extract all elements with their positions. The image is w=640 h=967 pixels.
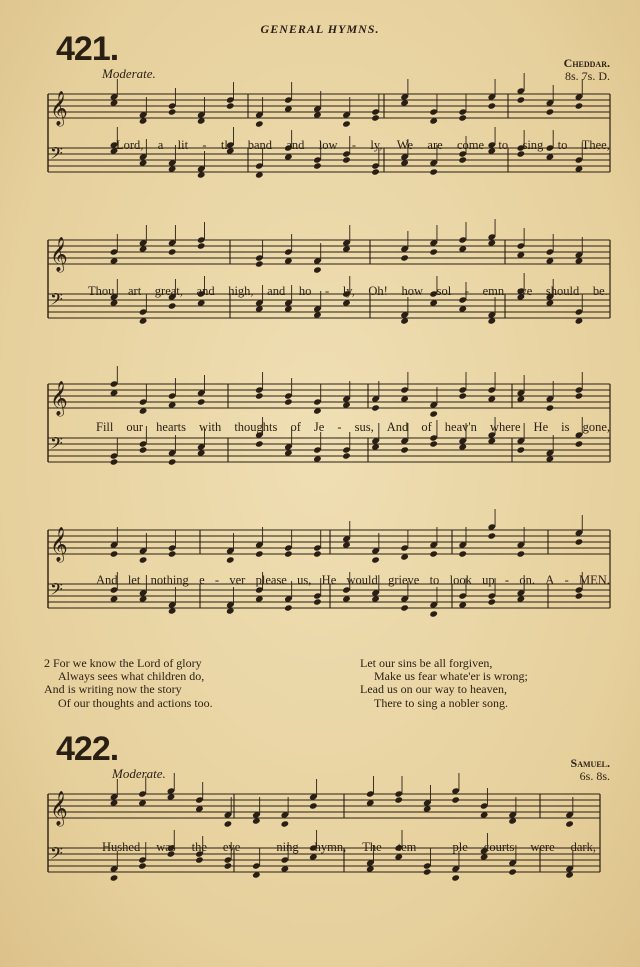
lyric-syllable: us,	[297, 573, 312, 587]
note-head	[168, 302, 177, 309]
tune-name: Cheddar.	[563, 56, 610, 70]
lyric-syllable: and	[267, 284, 286, 298]
lyric-syllable: of	[290, 420, 301, 434]
lyric-syllable: were	[530, 840, 555, 854]
lyric-syllable: ning	[276, 840, 299, 854]
note-head	[400, 604, 409, 611]
lyric-syllable: A	[545, 573, 555, 587]
music-system-3	[0, 374, 640, 504]
verse-2-left	[44, 657, 213, 710]
lyric-syllable: -	[464, 284, 469, 298]
lyric-syllable: high,	[228, 284, 254, 298]
note-head	[517, 96, 526, 103]
lyric-syllable: We	[396, 138, 414, 152]
note-head	[458, 114, 467, 121]
lyric-syllable: be.	[592, 284, 608, 298]
note-head	[575, 538, 584, 545]
note-head	[284, 550, 293, 557]
lyric-syllable: eve	[222, 840, 241, 854]
note-head	[517, 446, 526, 453]
bass-clef-icon: 𝄢	[50, 433, 63, 457]
lyric-syllable: MEN.	[579, 573, 610, 587]
lyric-syllable: Hushed	[102, 840, 141, 854]
lyric-syllable: band	[247, 138, 273, 152]
note-head	[342, 120, 351, 127]
lyric-syllable: is	[561, 420, 570, 434]
note-head	[429, 168, 438, 175]
lyric-syllable: -	[564, 573, 569, 587]
lyric-syllable: The	[362, 840, 382, 854]
treble-staff	[48, 366, 610, 418]
lyric-line-2	[88, 284, 608, 299]
note-head	[313, 266, 322, 273]
music-system-5	[0, 784, 640, 934]
bass-staff	[48, 830, 600, 882]
note-head	[508, 868, 517, 875]
lyric-syllable: was	[156, 840, 176, 854]
lyric-syllable: look	[449, 573, 472, 587]
lyric-syllable: ly,	[342, 284, 355, 298]
note-head	[429, 550, 438, 557]
lyric-line-5	[102, 840, 596, 855]
verse-line: Let our sins be all forgiven,	[360, 656, 493, 670]
lyric-syllable: Fill	[96, 420, 114, 434]
bass-clef-icon: 𝄢	[50, 579, 63, 603]
note-head	[487, 532, 496, 539]
lyric-syllable: nothing	[150, 573, 189, 587]
note-head	[575, 102, 584, 109]
lyric-syllable: we	[517, 284, 533, 298]
note-head	[139, 556, 148, 563]
note-head	[451, 796, 460, 803]
lyric-syllable: ver	[229, 573, 246, 587]
lyric-syllable: tem	[397, 840, 417, 854]
lyric-syllable: are	[427, 138, 443, 152]
note-head	[342, 156, 351, 163]
lyric-syllable: hymn,	[314, 840, 347, 854]
lyric-syllable: our	[126, 420, 144, 434]
note-head	[281, 820, 290, 827]
lyric-syllable: sol	[436, 284, 452, 298]
note-head	[575, 440, 584, 447]
note-head	[458, 550, 467, 557]
verse-2-right	[360, 657, 528, 710]
tempo-marking: Moderate.	[112, 766, 166, 781]
lyric-syllable: -	[214, 573, 220, 587]
note-head	[195, 856, 204, 863]
note-head	[394, 796, 403, 803]
treble-staff	[48, 219, 610, 274]
lyric-syllable: grieve	[388, 573, 420, 587]
note-head	[429, 440, 438, 447]
verse-line: Always sees what children do,	[58, 669, 205, 684]
note-head	[224, 862, 233, 869]
note-head	[313, 598, 322, 605]
note-head	[168, 108, 177, 115]
note-head	[255, 550, 264, 557]
note-head	[565, 820, 574, 827]
lyric-syllable: with	[199, 420, 222, 434]
lyric-syllable: He	[321, 573, 337, 587]
note-head	[168, 458, 177, 465]
note-head	[168, 550, 177, 557]
bass-clef-icon: 𝄢	[50, 289, 63, 313]
verse-line: And is writing now the story	[44, 682, 182, 697]
note-head	[110, 458, 119, 465]
note-head	[371, 404, 380, 411]
bass-clef-icon: 𝄢	[50, 843, 63, 867]
note-head	[429, 248, 438, 255]
note-head	[487, 102, 496, 109]
note-head	[371, 556, 380, 563]
lyric-syllable: up	[482, 573, 495, 587]
lyric-syllable: a	[157, 138, 164, 152]
verse-line: There to sing a nobler song.	[374, 695, 508, 710]
note-head	[458, 156, 467, 163]
lyric-syllable: dark,	[570, 840, 596, 854]
note-head	[371, 114, 380, 121]
lyric-syllable: Lord,	[116, 138, 144, 152]
note-head	[197, 398, 206, 405]
note-head	[517, 550, 526, 557]
tempo-marking: Moderate.	[102, 66, 156, 81]
note-head	[255, 392, 264, 399]
lyric-syllable: And	[386, 420, 409, 434]
lyric-syllable: how	[401, 284, 423, 298]
lyric-line-3	[96, 420, 610, 435]
lyric-syllable: And	[96, 573, 118, 587]
treble-clef-icon: 𝄞	[50, 237, 68, 272]
lyric-syllable: He	[533, 420, 549, 434]
treble-clef-icon: 𝄞	[50, 527, 68, 562]
lyric-syllable: -	[504, 573, 510, 587]
note-head	[342, 452, 351, 459]
lyric-syllable: to	[498, 138, 509, 152]
lyric-syllable: thoughts	[234, 420, 278, 434]
note-head	[313, 162, 322, 169]
note-head	[458, 392, 467, 399]
lyric-syllable: of	[421, 420, 432, 434]
tune-name: Samuel.	[570, 756, 610, 770]
note-head	[139, 446, 148, 453]
lyric-syllable: heav'n	[444, 420, 477, 434]
lyric-syllable: art	[128, 284, 142, 298]
note-head	[429, 610, 438, 617]
lyric-syllable: ly,	[370, 138, 383, 152]
note-head	[400, 446, 409, 453]
note-head	[168, 248, 177, 255]
lyric-syllable: sing	[522, 138, 544, 152]
meter: 6s. 8s.	[579, 769, 610, 783]
lyric-syllable: e	[199, 573, 205, 587]
note-head	[400, 254, 409, 261]
lyric-syllable: great,	[154, 284, 183, 298]
note-head	[487, 598, 496, 605]
lyric-syllable: hearts	[156, 420, 186, 434]
note-head	[546, 108, 555, 115]
lyric-syllable: tle	[220, 138, 234, 152]
lyric-syllable: please	[255, 573, 287, 587]
lyric-syllable: Thee,	[581, 138, 610, 152]
note-head	[224, 820, 233, 827]
hymn-number: 422.	[56, 730, 119, 768]
note-head	[255, 440, 264, 447]
lyric-syllable: and	[286, 138, 305, 152]
note-head	[546, 404, 555, 411]
lyric-syllable: ple	[452, 840, 468, 854]
verse-line: 2 For we know the Lord of glory	[44, 656, 202, 670]
note-head	[197, 242, 206, 249]
note-head	[371, 168, 380, 175]
lyric-syllable: -	[337, 420, 342, 434]
lyric-syllable: sus,	[354, 420, 374, 434]
bass-clef-icon: 𝄢	[50, 143, 63, 167]
note-head	[423, 868, 432, 875]
lyric-syllable: emn	[482, 284, 505, 298]
lyric-syllable: -	[324, 284, 330, 298]
lyric-syllable: ho	[298, 284, 312, 298]
hymn-number: 421.	[56, 30, 119, 68]
lyric-syllable: -	[202, 138, 207, 152]
lyric-syllable: lit	[177, 138, 189, 152]
treble-clef-icon: 𝄞	[50, 791, 68, 826]
lyric-syllable: and	[196, 284, 215, 298]
treble-clef-icon: 𝄞	[50, 381, 68, 416]
lyric-line-4	[96, 573, 610, 588]
lyric-syllable: -	[432, 840, 437, 854]
note-head	[575, 392, 584, 399]
lyric-syllable: Thou	[88, 284, 115, 298]
note-head	[226, 102, 235, 109]
lyric-syllable: let	[127, 573, 141, 587]
lyric-syllable: on.	[519, 573, 535, 587]
lyric-syllable: gone,	[582, 420, 610, 434]
lyric-syllable: to	[429, 573, 440, 587]
lyric-syllable: where	[489, 420, 521, 434]
lyric-syllable: -	[256, 840, 261, 854]
lyric-syllable: low	[318, 138, 338, 152]
note-head	[284, 604, 293, 611]
lyric-syllable: come	[457, 138, 485, 152]
note-head	[255, 120, 264, 127]
lyric-syllable: should	[545, 284, 580, 298]
note-head	[575, 592, 584, 599]
note-head	[451, 874, 460, 881]
lyric-syllable: the	[191, 840, 207, 854]
note-head	[309, 802, 318, 809]
lyric-syllable: Je	[313, 420, 325, 434]
lyric-syllable: courts	[483, 840, 515, 854]
note-head	[110, 874, 119, 881]
running-head: GENERAL HYMNS.	[260, 22, 380, 36]
note-head	[284, 398, 293, 405]
lyric-syllable: would	[346, 573, 378, 587]
verse-line: Lead us on our way to heaven,	[360, 682, 507, 697]
meter: 8s. 7s. D.	[564, 69, 610, 83]
lyric-syllable: -	[351, 138, 357, 152]
lyric-syllable: Oh!	[368, 284, 388, 298]
treble-clef-icon: 𝄞	[50, 91, 68, 126]
lyric-line-1	[116, 138, 610, 153]
lyric-syllable: to	[557, 138, 568, 152]
note-head	[226, 556, 235, 563]
note-head	[138, 862, 147, 869]
note-head	[255, 260, 264, 267]
note-head	[429, 410, 438, 417]
verse-line: Make us fear whate'er is wrong;	[374, 669, 528, 684]
verse-line: Of our thoughts and actions too.	[58, 695, 213, 710]
note-head	[110, 550, 119, 557]
treble-staff	[48, 509, 610, 564]
note-head	[313, 550, 322, 557]
